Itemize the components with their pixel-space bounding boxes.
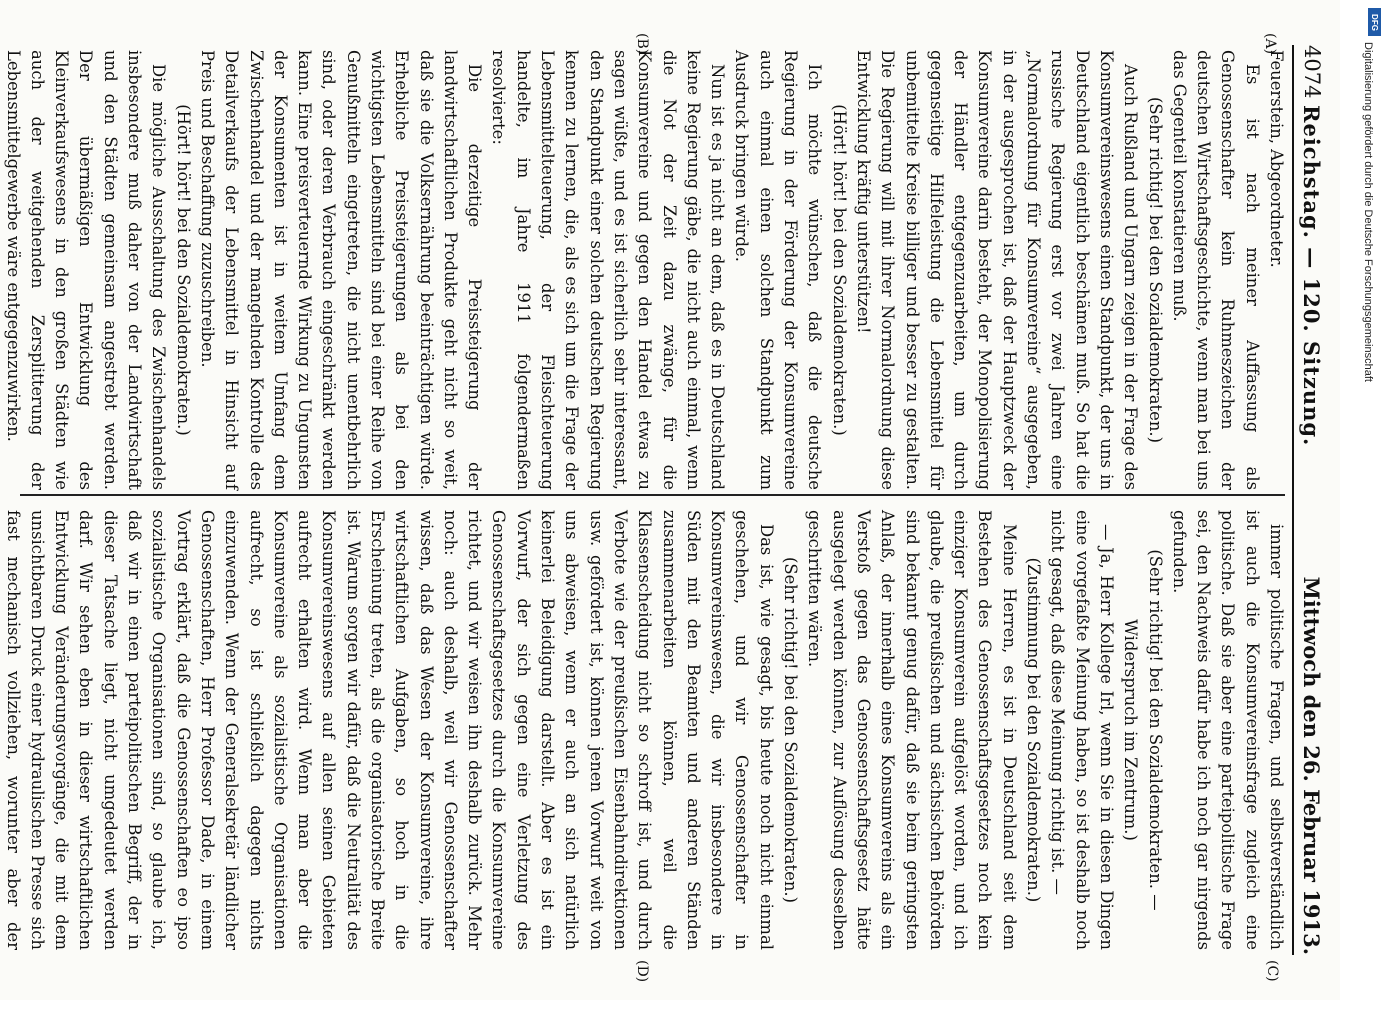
digitization-note bbox=[1350, 12, 1380, 992]
left-column-paragraph: Auch Rußland und Ungarn zeigen in der Frage des Konsumvereinswesens einen Standpunkt, der uns in Deutschland eigentlich beschämen muß. So hat die russische Regierung erst vor zwei Jahren eine „Normalordnung für Konsumvereine“ ausgegeben, in der ausgesprochen ist, daß der Hauptzweck der Konsumvereine darin besteht, der Monopolisierung der Händler entgegenzuarbeiten, um durch gegenseitige Hilfeleistung die Lebensmittel für unbemittelte Kreise billiger und besser zu gestalten. Die Regierung will mit ihrer Normalordnung diese Entwicklung kräftig unterstützen! bbox=[851, 50, 1143, 490]
right-column-paragraph: — Ja, Herr Kollege Irl, wenn Sie in diesen Dingen eine vorgefaßte Meinung haben, so ist deshalb noch nicht gesagt, daß diese Meinung richtig ist. — bbox=[1045, 510, 1118, 950]
right-column bbox=[18, 510, 1288, 950]
right-column-paragraph: (Zustimmung bei den Sozialdemokraten.) bbox=[1021, 510, 1045, 950]
page-header bbox=[1292, 45, 1334, 955]
page-number: 4074 bbox=[1300, 45, 1324, 98]
column-divider bbox=[20, 494, 1285, 496]
margin-mark-a: (A) bbox=[1262, 33, 1278, 54]
left-column-paragraph: (Sehr richtig! bei den Sozialdemokraten.) bbox=[1142, 50, 1166, 490]
margin-mark-b: (B) bbox=[634, 33, 650, 54]
left-column-paragraph: Es ist nach meiner Auffassung als Genossenschafter kein Ruhmeszeichen der deutschen Wirtschaftsgeschichte, wenn man bei uns das Gegenteil konstatieren muß. bbox=[1167, 50, 1264, 490]
margin-mark-c: (C) bbox=[1264, 960, 1280, 982]
left-column-paragraph: Ich möchte wünschen, daß die deutsche Regierung in der Förderung der Konsumvereine auch einmal einen solchen Standpunkt zum Ausdruck bringen würde. bbox=[729, 50, 826, 490]
left-column bbox=[18, 50, 1288, 490]
right-column-paragraph: immer politische Fragen, und selbstverständlich ist auch die Konsumvereinsfrage zugleich eine politische. Daß sie aber eine parteipolitische Frage sei, den Nachweis dafür habe ich noch gar nirgends gefunden. bbox=[1167, 510, 1288, 950]
right-column-paragraph: (Sehr richtig! bei den Sozialdemokraten. — Widerspruch im Zentrum.) bbox=[1118, 510, 1167, 950]
left-column-paragraph: Die derzeitige Preissteigerung der landwirtschaftlichen Produkte geht nicht so weit, daß sie die Volksernährung beeinträchtigen würde. Erhebliche Preissteigerungen als bei den wichtigsten Lebensmitteln sind bei einer Reihe von Genußmitteln eingetreten, die nicht unentbehrlich sind, oder deren Verbrauch eingeschränkt werden kann. Eine preisverteuernde Wirkung zu Ungunsten der Konsumenten ist in weitem Umfang dem Zwischenhandel und der mangelnden Kontrolle des Detailverkaufs der Lebensmittel in Hinsicht auf Preis und Beschaffung zuzuschreiben. bbox=[195, 50, 487, 490]
left-column-paragraph: Die mögliche Ausschaltung des Zwischenhandels insbesondere muß daher von der Landwirtschaft und den Städten gemeinsam angestrebt werden. Der übermäßigen Entwicklung des Kleinverkaufswesens in den großen Städten wie auch der weitgehenden Zersplitterung der Lebensmittelgewerbe wäre entgegenzuwirken. bbox=[0, 50, 170, 490]
digitization-note-text: Digitalisierung gefördert durch die Deutsche Forschungsgemeinschaft bbox=[1356, 42, 1374, 1022]
right-column-paragraph: (Sehr richtig! bei den Sozialdemokraten.) bbox=[778, 510, 802, 950]
right-column-paragraph: Das ist, wie gesagt, bis heute noch nicht einmal geschehen, und wir Genossenschafter in Konsumvereinswesen, die wir insbesondere in Süden mit den Beamten und anderen Ständen zusammenarbeiten können, weil die Klassenscheidung nicht so schroff ist, und durch Verbote wie der preußischen Eisenbahndirektionen usw. gefördert ist, können jenen Vorwurf weit von uns abweisen, wenn er auch an sich natürlich keinerlei Beleidigung darstellt. Aber es ist ein Vorwurf, der sich gegen eine Verletzung des Genossenschaftsgesetzes durch die Konsumvereine richtet, und wir weisen ihn deshalb zurück. Mehr noch: auch deshalb, weil wir Genossenschafter wissen, daß das Wesen der Konsumvereine, ihre wirtschaftlichen Aufgaben, so hoch in die Erscheinung treten, als die organisatorische Breite ist. Warum sorgen wir dafür, daß die Neutralität des Konsumvereinswesens auf allen seinen Gebieten aufrecht erhalten wird. Wenn man aber die Konsumvereine als sozialistische Organisationen aufrecht, so ist schließlich dagegen nichts einzuwenden. Wenn der Generalsekretär ländlicher Genossenschaften, Herr Professor Dade, in einem Vortrag erklärt, daß die Genossenschaften eo ipso sozialistische Organisationen sind, so glaube ich, daß wir in einen parteipolitischen Begriff, der in dieser Tatsache liegt, nicht umgedeutet werden darf. Wir sehen eben in dieser wirtschaftlichen Entwicklung Veränderungsvorgänge, die mit dem unsichtbaren Druck einer hydraulischen Presse sich fast mechanisch vollziehen, worunter aber der bbox=[0, 510, 778, 950]
right-column-paragraph: Meine Herren, es ist in Deutschland seit dem Bestehen des Genossenschaftsgesetzes noch kein einziger Konsumverein aufgelöst worden, und ich glaube, die preußischen und sächsischen Behörden sind bekannt genug dafür, daß sie beim geringsten Anlaß, der innerhalb eines Konsumvereins als ein Verstoß gegen das Genossenschaftsgesetz hätte ausgelegt werden können, zur Auflösung desselben geschritten wären. bbox=[802, 510, 1021, 950]
left-column-paragraph: (Hört! hört! bei den Sozialdemokraten.) bbox=[170, 50, 194, 490]
header-date: Mittwoch den 26. Februar 1913. bbox=[1299, 577, 1324, 955]
margin-mark-d: (D) bbox=[634, 960, 650, 982]
left-column-paragraph: (Hört! hört! bei den Sozialdemokraten.) bbox=[826, 50, 850, 490]
header-session: Reichstag. — 120. Sitzung. bbox=[1299, 105, 1324, 446]
left-column-paragraph: Nun ist es ja nicht an dem, daß es in Deutschland keine Regierung gäbe, die nicht auch einmal, wenn die Not der Zeit dazu zwänge, für die Konsumvereine und gegen den Handel etwas zu sagen wüßte, und es ist sicherlich sehr interessant, den Standpunkt einer solchen deutschen Regierung kennen zu lernen, die, als es sich um die Frage der Lebensmittelteuerung, der Fleischteuerung handelte, im Jahre 1911 folgendermaßen resolvierte: bbox=[486, 50, 729, 490]
dfg-logo: DFG bbox=[1368, 8, 1381, 36]
left-column-paragraph: Feuerstein, Abgeordneter. bbox=[1264, 50, 1288, 490]
